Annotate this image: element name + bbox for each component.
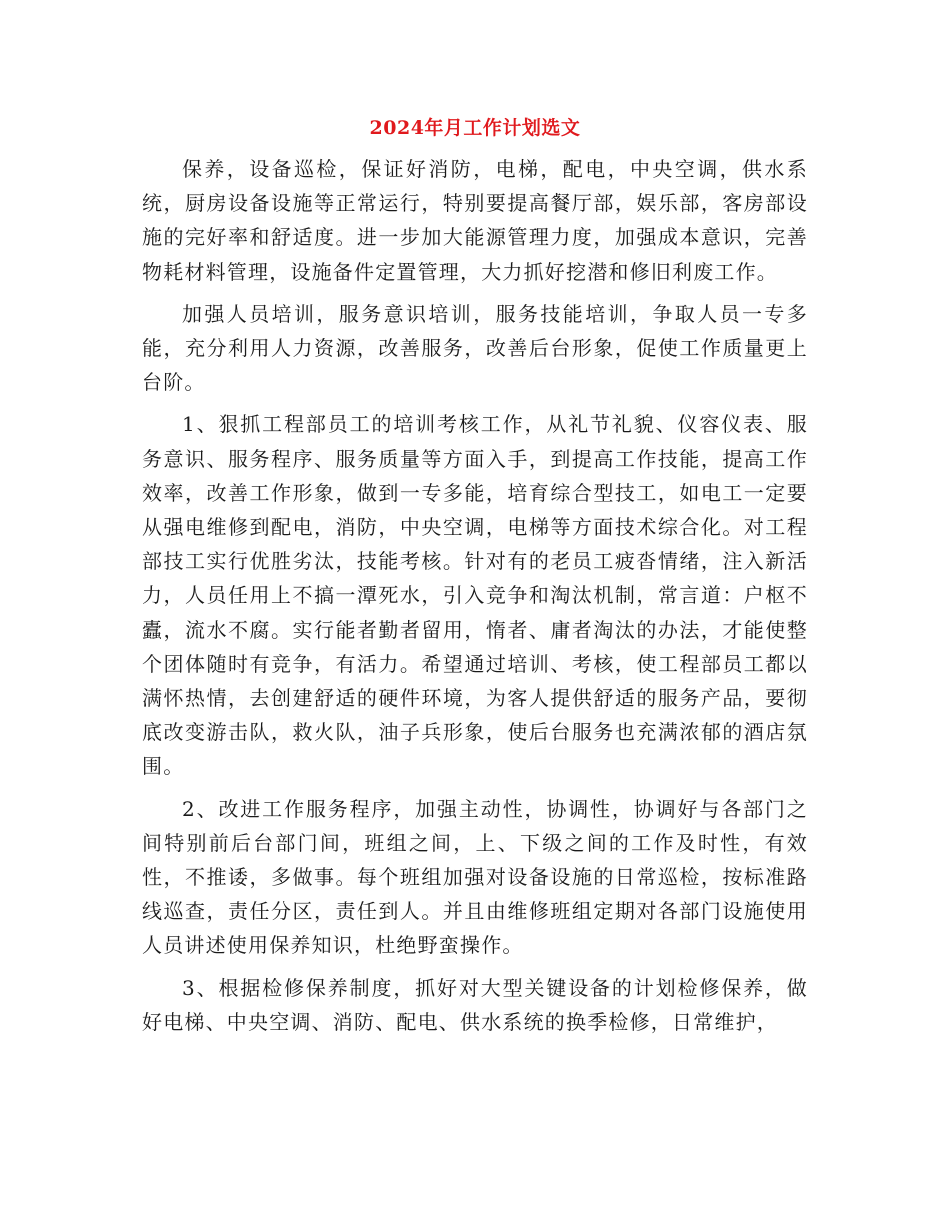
paragraph-2: 加强人员培训，服务意识培训，服务技能培训，争取人员一专多能，充分利用人力资源，改善服务，改善后台形象，促使工作质量更上台阶。 [142,301,808,395]
document-title: 2024年月工作计划选文 [369,117,581,139]
paragraph-4: 2、改进工作服务程序，加强主动性，协调性，协调好与各部门之间特别前后台部门间，班组之间，上、下级之间的工作及时性，有效性，不推诿，多做事。每个班组加强对设备设施的日常巡检，按标准路线巡查，责任分区，责任到人。并且由维修班组定期对各部门设施使用人员讲述使用保养知识，杜绝野蛮操作。 [142,796,808,958]
document-page [142,112,808,1047]
paragraph-3: 1、狠抓工程部员工的培训考核工作，从礼节礼貌、仪容仪表、服务意识、服务程序、服务质量等方面入手，到提高工作技能，提高工作效率，改善工作形象，做到一专多能，培育综合型技工，如电工一定要从强电维修到配电，消防，中央空调，电梯等方面技术综合化。对工程部技工实行优胜劣汰，技能考核。针对有的老员工疲沓情绪，注入新活力，人员任用上不搞一潭死水，引入竞争和淘汰机制，常言道：户枢不蠹，流水不腐。实行能者勤者留用，惰者、庸者淘汰的办法，才能使整个团体随时有竞争，有活力。希望通过培训、考核，使工程部员工都以满怀热情，去创建舒适的硬件环境，为客人提供舒适的服务产品，要彻底改变游击队，救火队，油子兵形象，使后台服务也充满浓郁的酒店氛围。 [142,412,808,779]
paragraph-5: 3、根据检修保养制度，抓好对大型关键设备的计划检修保养，做好电梯、中央空调、消防、配电、供水系统的换季检修，日常维护， [142,975,808,1034]
paragraph-1: 保养，设备巡检，保证好消防，电梯，配电，中央空调，供水系统，厨房设备设施等正常运行，特别要提高餐厅部，娱乐部，客房部设施的完好率和舒适度。进一步加大能源管理力度，加强成本意识，完善物耗材料管理，设施备件定置管理，大力抓好挖潜和修旧利废工作。 [142,157,808,284]
